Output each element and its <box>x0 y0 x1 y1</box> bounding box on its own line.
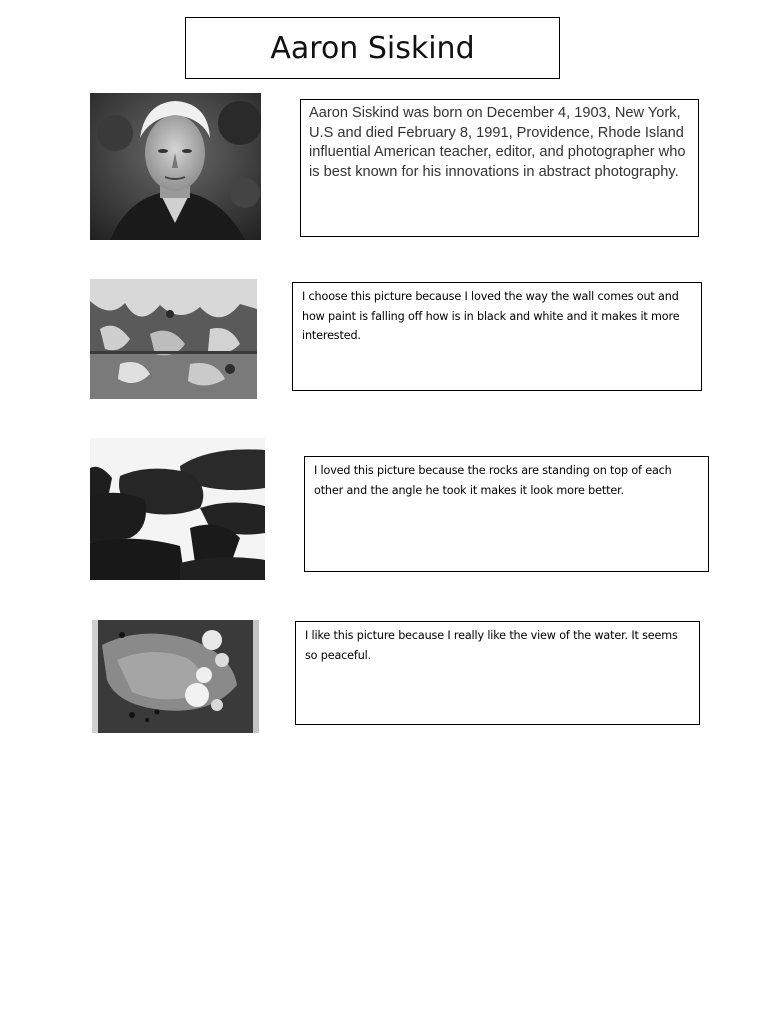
bio-box <box>300 99 699 237</box>
caption-text: I loved this picture because the rocks are standing on top of each other and the angle he took it makes it look more better. <box>314 464 672 497</box>
water-surface-photo <box>92 620 259 733</box>
caption-box-1 <box>292 282 702 391</box>
portrait-photo <box>90 93 261 240</box>
caption-text: I like this picture because I really like the view of the water. It seems so peaceful. <box>305 629 678 662</box>
bio-text: Aaron Siskind was born on December 4, 1903, New York, U.S and died February 8, 1991, Providence, Rhode Island influential American teacher, editor, and photographer who is best known for his innovations in abstract photography. <box>309 105 686 180</box>
caption-text: I choose this picture because I loved the way the wall comes out and how paint is falling off how is in black and white and it makes it more interested. <box>302 290 680 342</box>
peeling-wall-photo <box>90 279 257 399</box>
water-surface-icon <box>92 620 259 733</box>
title-box <box>185 17 560 79</box>
peeling-wall-icon <box>90 279 257 399</box>
stacked-rocks-photo <box>90 438 265 580</box>
caption-box-3 <box>295 621 700 725</box>
caption-box-2 <box>304 456 709 572</box>
page-title: Aaron Siskind <box>270 30 475 66</box>
portrait-icon <box>90 93 261 240</box>
stacked-rocks-icon <box>90 438 265 580</box>
